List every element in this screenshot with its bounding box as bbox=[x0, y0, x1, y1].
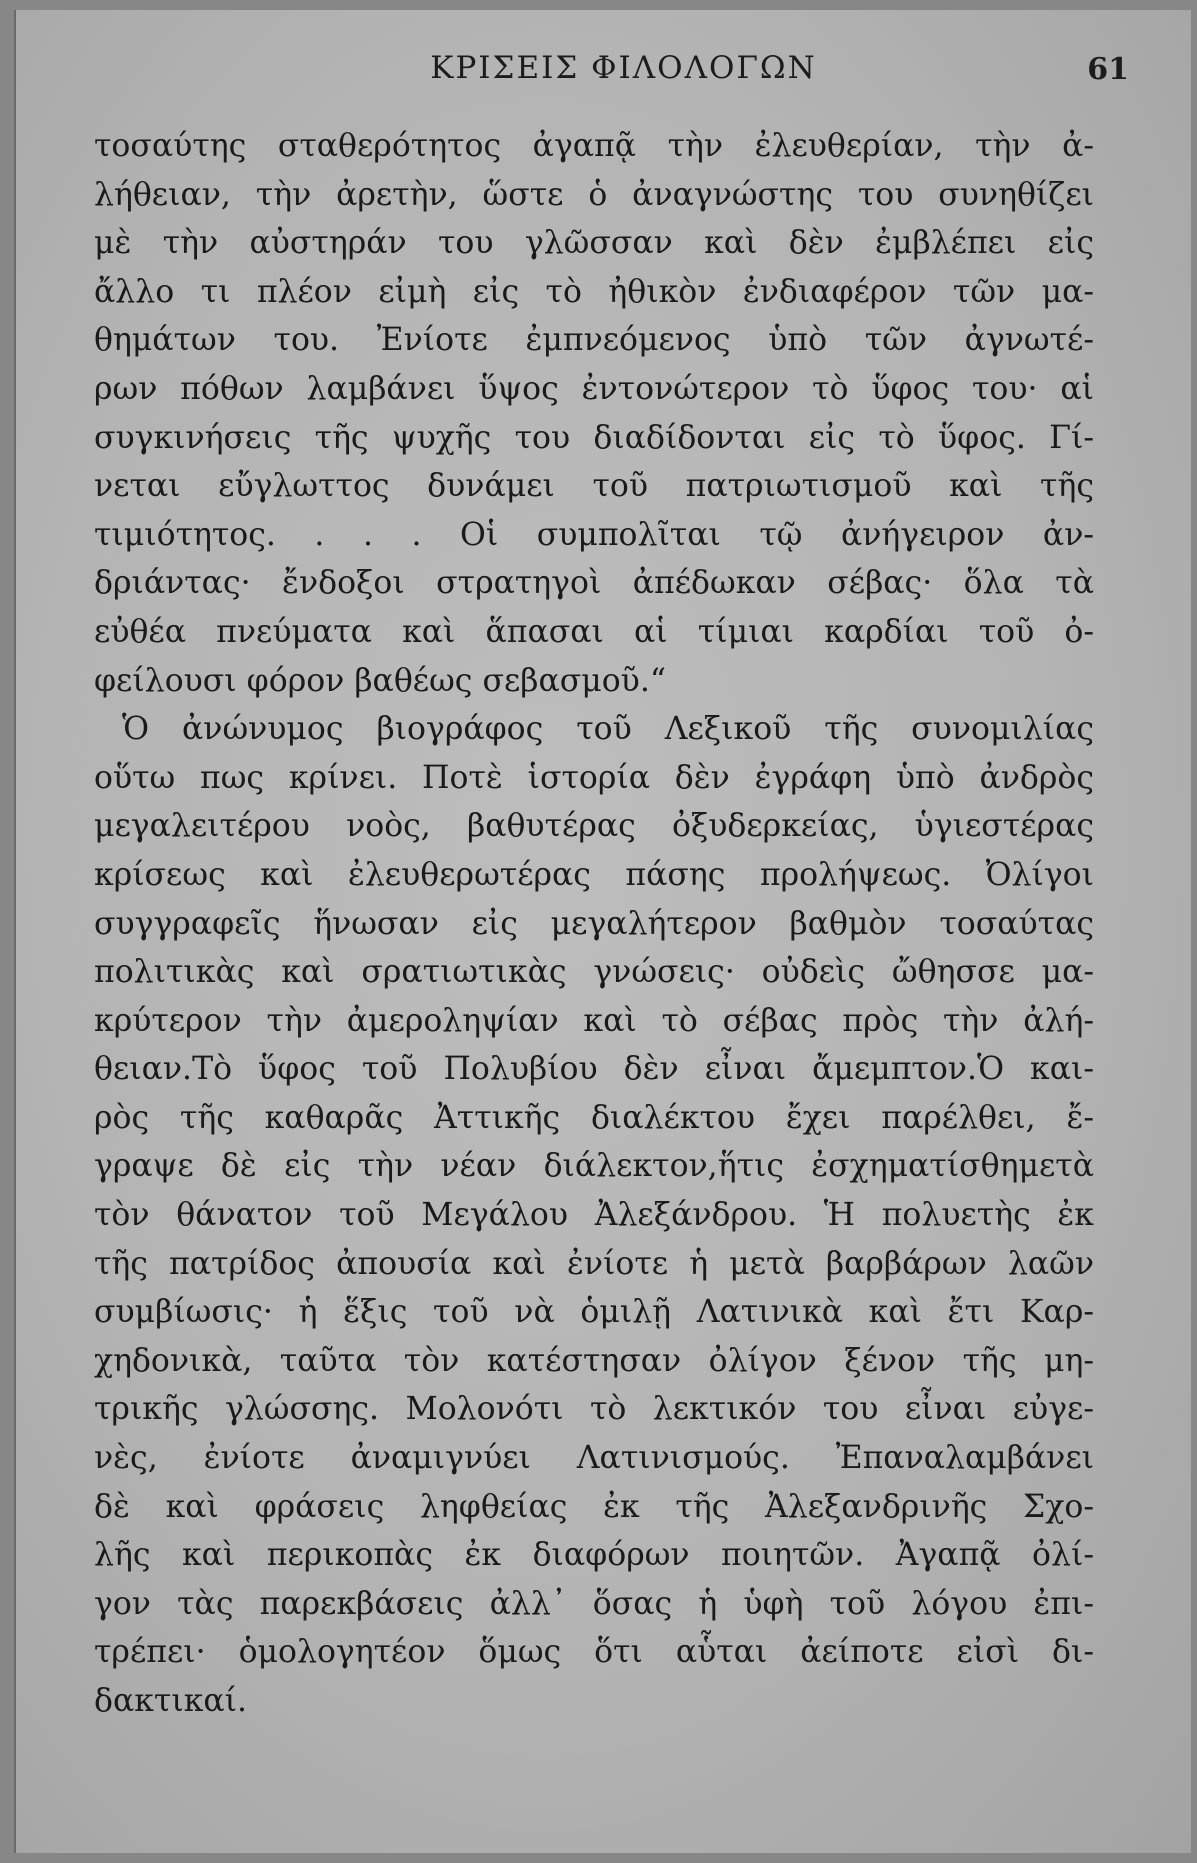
text-line: θειαν.Τὸ ὕφος τοῦ Πολυβίου δὲν εἶναι ἄμεμπτον.Ὁ και- bbox=[94, 1051, 1094, 1088]
text-line: πολιτικὰς καὶ σρατιωτικὰς γνώσεις· οὐδεὶς ὤθησσε μα- bbox=[94, 954, 1094, 991]
text-line: δριάντας· ἔνδοξοι στρατηγοὶ ἀπέδωκαν σέβας· ὅλα τὰ bbox=[94, 565, 1094, 602]
text-line: συμβίωσις· ἡ ἕξις τοῦ νὰ ὁμιλῇ Λατινικὰ καὶ ἔτι Καρ- bbox=[94, 1294, 1094, 1331]
text-line: κρίσεως καὶ ἐλευθερωτέρας πάσης προλήψεως. Ὀλίγοι bbox=[94, 856, 1094, 893]
text-line: τὸν θάνατον τοῦ Μεγάλου Ἀλεξάνδρου. Ἡ πολυετὴς ἐκ bbox=[94, 1197, 1094, 1234]
text-line: τῆς πατρίδος ἀπουσία καὶ ἐνίοτε ἡ μετὰ βαρβάρων λαῶν bbox=[94, 1245, 1094, 1282]
text-line: Ὁ ἀνώνυμος βιογράφος τοῦ Λεξικοῦ τῆς συνομιλίας bbox=[122, 711, 1094, 748]
body-text bbox=[94, 122, 1094, 1726]
text-line: γον τὰς παρεκβάσεις ἀλλ᾽ ὅσας ἡ ὑφὴ τοῦ λόγου ἐπι- bbox=[94, 1585, 1094, 1622]
text-line: νεται εὔγλωττος δυνάμει τοῦ πατριωτισμοῦ καὶ τῆς bbox=[94, 468, 1094, 505]
text-line: συγγραφεῖς ἥνωσαν εἰς μεγαλήτερον βαθμὸν τοσαύτας bbox=[94, 905, 1094, 942]
text-line: οὕτω πως κρίνει. Ποτὲ ἱστορία δὲν ἐγράφη ὑπὸ ἀνδρὸς bbox=[94, 759, 1094, 796]
text-line: δὲ καὶ φράσεις ληφθείας ἐκ τῆς Ἀλεξανδρινῆς Σχο- bbox=[94, 1488, 1094, 1525]
text-line: τοσαύτης σταθερότητος ἀγαπᾷ τὴν ἐλευθερίαν, τὴν ἀ- bbox=[94, 128, 1094, 164]
running-title: ΚΡΙΣΕΙΣ ΦΙΛΟΛΟΓΩΝ bbox=[430, 50, 817, 86]
text-line: κρύτερον τὴν ἀμεροληψίαν καὶ τὸ σέβας πρὸς τὴν ἀλή- bbox=[94, 1002, 1094, 1039]
text-line: νὲς, ἐνίοτε ἀναμιγνύει Λατινισμούς. Ἐπαναλαμβάνει bbox=[94, 1440, 1094, 1477]
text-line: ρων πόθων λαμβάνει ὕψος ἐντονώτερον τὸ ὕφος του· αἱ bbox=[94, 370, 1094, 407]
text-line: τρέπει· ὁμολογητέον ὅμως ὅτι αὗται ἀείποτε εἰσὶ δι- bbox=[94, 1634, 1094, 1671]
book-page bbox=[14, 10, 1191, 1853]
text-line: ἄλλο τι πλέον εἰμὴ εἰς τὸ ἠθικὸν ἐνδιαφέρον τῶν μα- bbox=[94, 273, 1094, 310]
text-line: δακτικαί. bbox=[94, 1683, 248, 1719]
text-line: λῆς καὶ περικοπὰς ἐκ διαφόρων ποιητῶν. Ἀγαπᾷ ὀλί- bbox=[94, 1537, 1094, 1574]
text-line: φείλουσι φόρον βαθέως σεβασμοῦ.“ bbox=[94, 662, 666, 699]
text-line: συγκινήσεις τῆς ψυχῆς του διαδίδονται εἰς τὸ ὕφος. Γί- bbox=[94, 419, 1094, 456]
text-line: χηδονικὰ, ταῦτα τὸν κατέστησαν ὀλίγον ξένον τῆς μη- bbox=[94, 1342, 1094, 1379]
text-line: θημάτων του. Ἐνίοτε ἐμπνεόμενος ὑπὸ τῶν ἀγνωτέ- bbox=[94, 322, 1094, 359]
text-line: γραψε δὲ εἰς τὴν νέαν διάλεκτον,ἥτις ἐσχηματίσθημετὰ bbox=[94, 1148, 1094, 1185]
text-line: εὐθέα πνεύματα καὶ ἅπασαι αἱ τίμιαι καρδίαι τοῦ ὀ- bbox=[94, 613, 1094, 650]
text-line: λήθειαν, τὴν ἀρετὴν, ὥστε ὁ ἀναγνώστης του συνηθίζει bbox=[94, 176, 1094, 213]
text-line: μεγαλειτέρου νοὸς, βαθυτέρας ὀξυδερκείας, ὑγιεστέρας bbox=[94, 808, 1094, 845]
text-line: τιμιότητος. . . . Οἱ συμπολῖται τῷ ἀνήγειρον ἀν- bbox=[94, 516, 1094, 553]
text-line: τρικῆς γλώσσης. Μολονότι τὸ λεκτικόν του εἶναι εὐγε- bbox=[94, 1391, 1094, 1428]
page-header bbox=[16, 50, 1191, 100]
text-line: μὲ τὴν αὐστηράν του γλῶσσαν καὶ δὲν ἐμβλέπει εἰς bbox=[94, 225, 1094, 262]
page-number: 61 bbox=[1087, 52, 1129, 87]
text-line: ρὸς τῆς καθαρᾶς Ἀττικῆς διαλέκτου ἔχει παρέλθει, ἔ- bbox=[94, 1099, 1094, 1136]
